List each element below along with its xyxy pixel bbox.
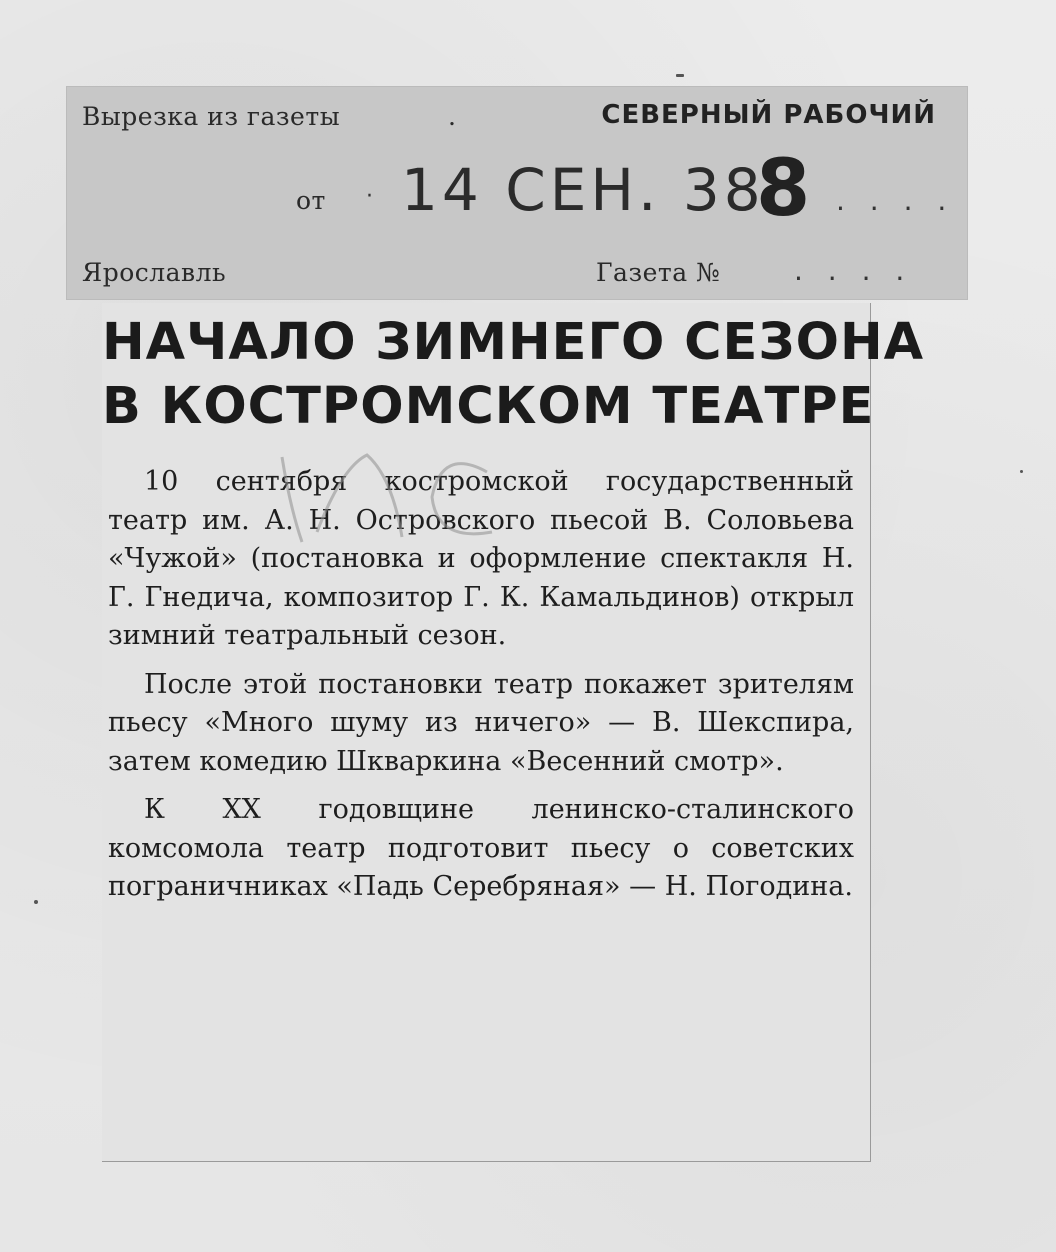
headline-line-2: В КОСТРОМСКОМ ТЕАТРЕ xyxy=(102,377,875,436)
newspaper-name: СЕВЕРНЫЙ РАБОЧИЙ xyxy=(601,100,936,130)
paper-speck xyxy=(34,900,38,904)
paper-speck xyxy=(676,74,684,77)
clip-source-label: Вырезка из газеты xyxy=(82,102,341,131)
date-prefix: от xyxy=(296,186,326,215)
article-paragraph: После этой постановки театр покажет зрителям пьесу «Много шуму из ничего» — В. Шекспира, затем комедию Шкваркина «Весенний смотр». xyxy=(108,668,854,777)
city-label: Ярославль xyxy=(82,258,227,287)
article-paragraph: К XX годовщине ленинско-сталинского комсомола театр подготовит пьесу о советских пограничниках «Падь Серебряная» — Н. Погодина. xyxy=(108,794,854,902)
date-trailing-dots: . . . . xyxy=(836,184,955,217)
headline-line-1: НАЧАЛО ЗИМНЕГО СЕЗОНА xyxy=(102,313,925,372)
issue-number-label: Газета № xyxy=(596,258,721,287)
paper-speck xyxy=(1020,470,1023,473)
handwritten-digit: 8 xyxy=(756,144,811,234)
date-leader-dots: · xyxy=(366,184,381,209)
issue-number-dots: . . . . xyxy=(794,254,913,287)
clipping-stamp xyxy=(66,86,968,300)
newspaper-clipping xyxy=(102,303,925,1162)
article-body xyxy=(108,463,854,917)
stamped-date: 14 СЕН. 38 xyxy=(401,156,765,224)
dot-separator: . xyxy=(448,102,457,131)
article-paragraph: 10 сентября костромской государственный театр им. А. Н. Островского пьесой В. Соловьева «Чужой» (постановка и оформление спектакля Н. Г. Гнедича, композитор Г. К. Камальдинов) открыл зимний театральный сезон. xyxy=(108,466,854,651)
